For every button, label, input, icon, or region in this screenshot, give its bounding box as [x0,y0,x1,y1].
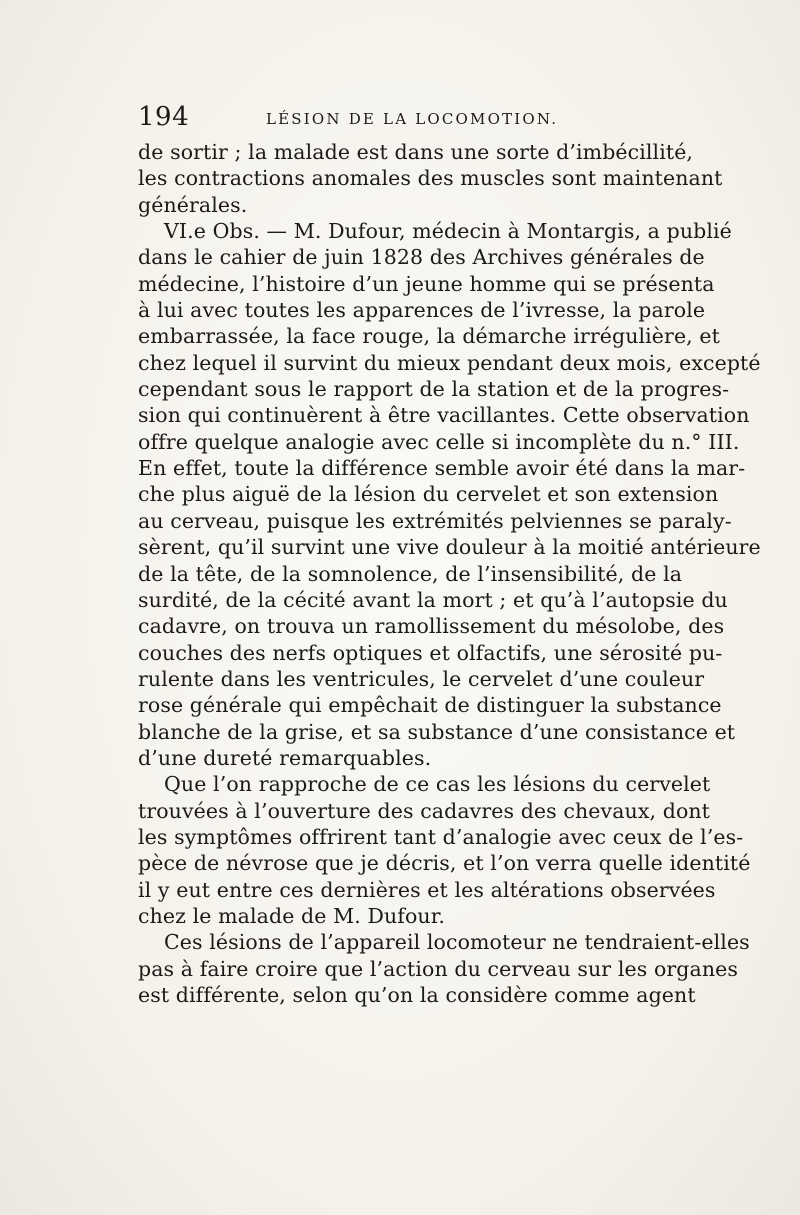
page-number: 194 [138,102,190,132]
text-line: blanche de la grise, et sa substance d’une consistance et [138,719,736,744]
text-line: de sortir ; la malade est dans une sorte d’imbécillité, [138,140,694,164]
text-line: est différente, selon qu’on la considère comme agent [138,983,696,1007]
text-line: offre quelque analogie avec celle si incomplète du n.° III. [138,429,740,454]
text-line: trouvées à l’ouverture des cadavres des chevaux, dont [138,798,711,823]
text-line: rose générale qui empêchait de distinguer la substance [138,693,722,718]
text-line: sèrent, qu’il survint une vive douleur à la moitié antérieure [138,535,761,560]
text-line: pas à faire croire que l’action du cerveau sur les organes [138,956,738,981]
page-header [138,100,658,140]
text-line: à lui avec toutes les apparences de l’ivresse, la parole [138,298,706,323]
text-line: cependant sous le rapport de la station et de la progres- [138,377,730,402]
text-line: cadavre, on trouva un ramollissement du mésolobe, des [138,614,725,639]
text-line: rulente dans les ventricules, le cervelet d’une couleur [138,666,705,691]
text-line: Que l’on rapproche de ce cas les lésions du cervelet [164,772,711,797]
text-line: En effet, toute la différence semble avoir été dans la mar- [138,456,746,481]
text-line: Ces lésions de l’appareil locomoteur ne tendraient-elles [164,930,750,955]
text-line: chez le malade de M. Dufour. [138,903,445,928]
text-line: che plus aiguë de la lésion du cervelet et son extension [138,482,719,507]
text-line: générales. [138,192,248,217]
text-line: médecine, l’histoire d’un jeune homme qui se présenta [138,271,715,296]
text-line: VI.e Obs. — M. Dufour, médecin à Montargis, a publié [164,219,732,244]
text-line: chez lequel il survint du mieux pendant deux mois, excepté [138,350,761,375]
running-title: LÉSION DE LA LOCOMOTION. [266,110,559,128]
text-line: sion qui continuèrent à être vacillantes. Cette observation [138,403,750,428]
text-line: les symptômes offrirent tant d’analogie avec ceux de l’es- [138,824,744,849]
text-line: d’une dureté remarquables. [138,745,432,770]
text-line: de la tête, de la somnolence, de l’insensibilité, de la [138,561,683,586]
text-line: au cerveau, puisque les extrémités pelviennes se paraly- [138,508,732,533]
text-line: il y eut entre ces dernières et les altérations observées [138,877,716,902]
text-line: couches des nerfs optiques et olfactifs, une sérosité pu- [138,640,723,665]
text-line: dans le cahier de juin 1828 des Archives générales de [138,245,705,270]
body-text [138,139,761,1008]
text-line: pèce de névrose que je décris, et l’on verra quelle identité [138,851,751,876]
text-line: les contractions anomales des muscles sont maintenant [138,166,723,191]
text-line: embarrassée, la face rouge, la démarche irrégulière, et [138,324,720,349]
text-line: surdité, de la cécité avant la mort ; et qu’à l’autopsie du [138,587,728,612]
